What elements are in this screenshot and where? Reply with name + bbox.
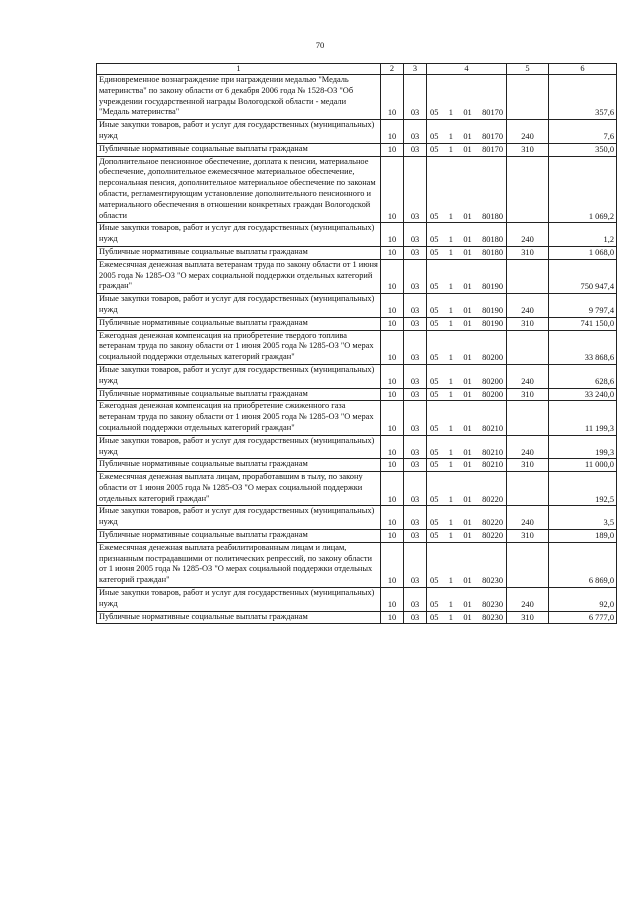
row-amount: 11 000,0: [549, 459, 617, 472]
code-subprogram: 1: [448, 599, 453, 609]
row-expense-type: 310: [507, 317, 549, 330]
code-direction: 80210: [482, 423, 503, 433]
table-row: [97, 143, 617, 156]
header-cell-2: 2: [381, 64, 404, 75]
code-main-event: 01: [463, 318, 472, 328]
row-expense-type: 240: [507, 120, 549, 144]
row-section: 10: [381, 364, 404, 388]
code-program: 05: [430, 376, 439, 386]
code-direction: 80220: [482, 518, 503, 528]
code-program: 05: [430, 494, 439, 504]
code-direction: 80200: [482, 376, 503, 386]
row-name: Единовременное вознаграждение при награждении медалью "Медаль материнства" по закону области от 6 декабря 2006 года № 1528-ОЗ "Об учреждении государственной награды Вологодской области - медали "Медаль материнства": [97, 75, 381, 120]
table-row: [97, 223, 617, 247]
table-row: [97, 156, 617, 223]
row-subsection: 03: [404, 459, 427, 472]
table-row: [97, 75, 617, 120]
row-name: Публичные нормативные социальные выплаты гражданам: [97, 143, 381, 156]
row-target-article: [427, 246, 507, 259]
row-expense-type: 310: [507, 143, 549, 156]
row-section: 10: [381, 459, 404, 472]
row-amount: 192,5: [549, 472, 617, 506]
row-name: Иные закупки товаров, работ и услуг для государственных (муниципальных) нужд: [97, 364, 381, 388]
table-row: [97, 542, 617, 587]
target-article-code: [427, 235, 506, 246]
row-amount: 357,6: [549, 75, 617, 120]
row-target-article: [427, 459, 507, 472]
target-article-code: [427, 145, 506, 156]
target-article-code: [427, 306, 506, 317]
code-subprogram: 1: [448, 612, 453, 622]
row-target-article: [427, 588, 507, 612]
row-amount: 741 150,0: [549, 317, 617, 330]
row-amount: 199,3: [549, 435, 617, 459]
row-subsection: 03: [404, 294, 427, 318]
target-article-code: [427, 518, 506, 529]
row-name: Публичные нормативные социальные выплаты гражданам: [97, 317, 381, 330]
code-direction: 80180: [482, 247, 503, 257]
target-article-code: [427, 390, 506, 401]
row-target-article: [427, 223, 507, 247]
target-article-code: [427, 353, 506, 364]
code-subprogram: 1: [448, 353, 453, 363]
row-section: 10: [381, 294, 404, 318]
row-name: Иные закупки товаров, работ и услуг для государственных (муниципальных) нужд: [97, 223, 381, 247]
code-program: 05: [430, 612, 439, 622]
row-target-article: [427, 317, 507, 330]
row-subsection: 03: [404, 259, 427, 293]
row-subsection: 03: [404, 401, 427, 435]
row-target-article: [427, 388, 507, 401]
code-subprogram: 1: [448, 531, 453, 541]
row-subsection: 03: [404, 530, 427, 543]
target-article-code: [427, 460, 506, 471]
row-subsection: 03: [404, 388, 427, 401]
code-subprogram: 1: [448, 318, 453, 328]
target-article-code: [427, 282, 506, 293]
header-cell-6: 6: [549, 64, 617, 75]
row-section: 10: [381, 143, 404, 156]
row-expense-type: 240: [507, 506, 549, 530]
target-article-code: [427, 600, 506, 611]
row-expense-type: 310: [507, 388, 549, 401]
code-subprogram: 1: [448, 235, 453, 245]
row-name: Иные закупки товаров, работ и услуг для государственных (муниципальных) нужд: [97, 506, 381, 530]
code-subprogram: 1: [448, 211, 453, 221]
row-expense-type: 310: [507, 246, 549, 259]
code-program: 05: [430, 235, 439, 245]
row-amount: 6 777,0: [549, 611, 617, 624]
row-subsection: 03: [404, 588, 427, 612]
code-main-event: 01: [463, 423, 472, 433]
code-subprogram: 1: [448, 447, 453, 457]
target-article-code: [427, 531, 506, 542]
code-main-event: 01: [463, 376, 472, 386]
row-section: 10: [381, 75, 404, 120]
row-name: Иные закупки товаров, работ и услуг для государственных (муниципальных) нужд: [97, 120, 381, 144]
code-program: 05: [430, 576, 439, 586]
row-expense-type: 240: [507, 223, 549, 247]
table-row: [97, 330, 617, 364]
row-name: Ежегодная денежная компенсация на приобретение сжиженного газа ветеранам труда по закону области от 1 июня 2005 года № 1285-ОЗ "О мерах социальной поддержки отдельных категорий граждан": [97, 401, 381, 435]
row-target-article: [427, 156, 507, 223]
code-direction: 80190: [482, 318, 503, 328]
code-program: 05: [430, 447, 439, 457]
target-article-code: [427, 377, 506, 388]
code-main-event: 01: [463, 599, 472, 609]
row-subsection: 03: [404, 611, 427, 624]
row-name: Публичные нормативные социальные выплаты гражданам: [97, 459, 381, 472]
code-main-event: 01: [463, 131, 472, 141]
table-body: [97, 75, 617, 624]
row-name: Ежемесячная денежная выплата ветеранам труда по закону области от 1 июня 2005 года № 1285-ОЗ "О мерах социальной поддержки отдельных категорий граждан": [97, 259, 381, 293]
code-program: 05: [430, 318, 439, 328]
row-amount: 92,0: [549, 588, 617, 612]
row-expense-type: 310: [507, 611, 549, 624]
row-section: 10: [381, 542, 404, 587]
code-direction: 80190: [482, 282, 503, 292]
row-expense-type: 310: [507, 530, 549, 543]
row-subsection: 03: [404, 364, 427, 388]
target-article-code: [427, 448, 506, 459]
target-article-code: [427, 319, 506, 330]
code-direction: 80220: [482, 531, 503, 541]
row-target-article: [427, 330, 507, 364]
code-main-event: 01: [463, 447, 472, 457]
row-target-article: [427, 259, 507, 293]
code-program: 05: [430, 389, 439, 399]
row-target-article: [427, 294, 507, 318]
row-subsection: 03: [404, 120, 427, 144]
page-number: 70: [315, 40, 325, 50]
row-subsection: 03: [404, 506, 427, 530]
code-subprogram: 1: [448, 376, 453, 386]
code-subprogram: 1: [448, 282, 453, 292]
code-main-event: 01: [463, 144, 472, 154]
code-program: 05: [430, 282, 439, 292]
row-target-article: [427, 506, 507, 530]
code-program: 05: [430, 518, 439, 528]
table-row: [97, 246, 617, 259]
code-main-event: 01: [463, 576, 472, 586]
row-section: 10: [381, 401, 404, 435]
row-name: Дополнительное пенсионное обеспечение, доплата к пенсии, материальное обеспечение, дополнительное ежемесячное материальное обеспечение, персональная пенсия, дополнительное материальное обеспечение по законам области, регламентирующим установление дополнительного пенсионного и материального обеспечения в отношении конкретных граждан Вологодской области: [97, 156, 381, 223]
table-row: [97, 506, 617, 530]
code-direction: 80230: [482, 599, 503, 609]
row-section: 10: [381, 506, 404, 530]
code-main-event: 01: [463, 235, 472, 245]
row-name: Ежемесячная денежная выплата реабилитированным лицам и лицам, признанным пострадавшими от политических репрессий, по закону области от 1 июня 2005 года № 1285-ОЗ "О мерах социальной поддержки отдельных категорий граждан": [97, 542, 381, 587]
table-row: [97, 259, 617, 293]
row-amount: 11 199,3: [549, 401, 617, 435]
code-main-event: 01: [463, 108, 472, 118]
code-subprogram: 1: [448, 305, 453, 315]
table-row: [97, 435, 617, 459]
code-main-event: 01: [463, 353, 472, 363]
row-section: 10: [381, 330, 404, 364]
row-amount: 3,5: [549, 506, 617, 530]
table-row: [97, 120, 617, 144]
row-amount: 628,6: [549, 364, 617, 388]
row-name: Ежегодная денежная компенсация на приобретение твердого топлива ветеранам труда по закону области от 1 июня 2005 года № 1285-ОЗ "О мерах социальной поддержки отдельных категорий граждан": [97, 330, 381, 364]
row-expense-type: 240: [507, 435, 549, 459]
row-name: Ежемесячная денежная выплата лицам, проработавшим в тылу, по закону области от 1 июня 2005 года № 1285-ОЗ "О мерах социальной поддержки отдельных категорий граждан": [97, 472, 381, 506]
row-subsection: 03: [404, 472, 427, 506]
table-row: [97, 401, 617, 435]
code-subprogram: 1: [448, 108, 453, 118]
row-name: Публичные нормативные социальные выплаты гражданам: [97, 530, 381, 543]
code-direction: 80170: [482, 144, 503, 154]
row-expense-type: [507, 259, 549, 293]
row-target-article: [427, 435, 507, 459]
code-program: 05: [430, 599, 439, 609]
code-subprogram: 1: [448, 494, 453, 504]
row-amount: 1 068,0: [549, 246, 617, 259]
row-subsection: 03: [404, 75, 427, 120]
code-program: 05: [430, 211, 439, 221]
row-expense-type: [507, 472, 549, 506]
row-amount: 33 868,6: [549, 330, 617, 364]
header-cell-4: 4: [427, 64, 507, 75]
row-section: 10: [381, 246, 404, 259]
code-subprogram: 1: [448, 144, 453, 154]
row-subsection: 03: [404, 317, 427, 330]
row-section: 10: [381, 317, 404, 330]
row-target-article: [427, 75, 507, 120]
row-target-article: [427, 611, 507, 624]
table-row: [97, 317, 617, 330]
code-subprogram: 1: [448, 460, 453, 470]
row-target-article: [427, 530, 507, 543]
code-program: 05: [430, 305, 439, 315]
code-program: 05: [430, 247, 439, 257]
row-section: 10: [381, 120, 404, 144]
row-section: 10: [381, 223, 404, 247]
row-name: Иные закупки товаров, работ и услуг для государственных (муниципальных) нужд: [97, 588, 381, 612]
row-amount: 1,2: [549, 223, 617, 247]
code-main-event: 01: [463, 211, 472, 221]
row-subsection: 03: [404, 542, 427, 587]
header-cell-3: 3: [404, 64, 427, 75]
row-subsection: 03: [404, 246, 427, 259]
row-target-article: [427, 542, 507, 587]
table-row: [97, 388, 617, 401]
code-main-event: 01: [463, 282, 472, 292]
row-name: Публичные нормативные социальные выплаты гражданам: [97, 611, 381, 624]
code-program: 05: [430, 108, 439, 118]
code-main-event: 01: [463, 460, 472, 470]
code-main-event: 01: [463, 518, 472, 528]
row-section: 10: [381, 472, 404, 506]
code-main-event: 01: [463, 389, 472, 399]
code-direction: 80200: [482, 353, 503, 363]
code-subprogram: 1: [448, 576, 453, 586]
table-row: [97, 364, 617, 388]
row-amount: 750 947,4: [549, 259, 617, 293]
table-row: [97, 294, 617, 318]
code-direction: 80210: [482, 447, 503, 457]
code-subprogram: 1: [448, 389, 453, 399]
code-direction: 80230: [482, 612, 503, 622]
row-amount: 6 869,0: [549, 542, 617, 587]
row-amount: 189,0: [549, 530, 617, 543]
row-name: Публичные нормативные социальные выплаты гражданам: [97, 246, 381, 259]
target-article-code: [427, 248, 506, 259]
code-program: 05: [430, 423, 439, 433]
header-cell-5: 5: [507, 64, 549, 75]
table-row: [97, 472, 617, 506]
code-direction: 80180: [482, 235, 503, 245]
row-subsection: 03: [404, 223, 427, 247]
row-section: 10: [381, 530, 404, 543]
code-subprogram: 1: [448, 518, 453, 528]
code-program: 05: [430, 460, 439, 470]
row-expense-type: 310: [507, 459, 549, 472]
target-article-code: [427, 424, 506, 435]
row-section: 10: [381, 588, 404, 612]
code-direction: 80200: [482, 389, 503, 399]
code-program: 05: [430, 131, 439, 141]
row-expense-type: [507, 401, 549, 435]
row-expense-type: [507, 542, 549, 587]
row-section: 10: [381, 156, 404, 223]
header-cell-1: 1: [97, 64, 381, 75]
row-subsection: 03: [404, 143, 427, 156]
table-row: [97, 611, 617, 624]
code-main-event: 01: [463, 494, 472, 504]
row-section: 10: [381, 259, 404, 293]
code-direction: 80220: [482, 494, 503, 504]
code-main-event: 01: [463, 305, 472, 315]
row-amount: 9 797,4: [549, 294, 617, 318]
table-row: [97, 459, 617, 472]
row-target-article: [427, 120, 507, 144]
target-article-code: [427, 108, 506, 119]
code-direction: 80170: [482, 131, 503, 141]
row-section: 10: [381, 388, 404, 401]
code-subprogram: 1: [448, 423, 453, 433]
table-header: [97, 64, 617, 75]
code-program: 05: [430, 531, 439, 541]
row-section: 10: [381, 611, 404, 624]
row-expense-type: 240: [507, 294, 549, 318]
target-article-code: [427, 212, 506, 223]
code-program: 05: [430, 353, 439, 363]
row-name: Публичные нормативные социальные выплаты гражданам: [97, 388, 381, 401]
table-row: [97, 530, 617, 543]
target-article-code: [427, 613, 506, 624]
row-amount: 350,0: [549, 143, 617, 156]
row-subsection: 03: [404, 330, 427, 364]
row-expense-type: [507, 330, 549, 364]
table-row: [97, 588, 617, 612]
row-expense-type: 240: [507, 588, 549, 612]
code-main-event: 01: [463, 612, 472, 622]
row-target-article: [427, 364, 507, 388]
code-subprogram: 1: [448, 131, 453, 141]
row-expense-type: 240: [507, 364, 549, 388]
row-amount: 1 069,2: [549, 156, 617, 223]
code-direction: 80180: [482, 211, 503, 221]
target-article-code: [427, 132, 506, 143]
code-main-event: 01: [463, 247, 472, 257]
code-program: 05: [430, 144, 439, 154]
row-subsection: 03: [404, 435, 427, 459]
row-target-article: [427, 472, 507, 506]
code-direction: 80170: [482, 108, 503, 118]
code-subprogram: 1: [448, 247, 453, 257]
row-section: 10: [381, 435, 404, 459]
code-direction: 80190: [482, 305, 503, 315]
row-target-article: [427, 401, 507, 435]
row-expense-type: [507, 75, 549, 120]
row-amount: 33 240,0: [549, 388, 617, 401]
row-name: Иные закупки товаров, работ и услуг для государственных (муниципальных) нужд: [97, 294, 381, 318]
row-amount: 7,6: [549, 120, 617, 144]
target-article-code: [427, 576, 506, 587]
row-expense-type: [507, 156, 549, 223]
code-main-event: 01: [463, 531, 472, 541]
target-article-code: [427, 495, 506, 506]
row-name: Иные закупки товаров, работ и услуг для государственных (муниципальных) нужд: [97, 435, 381, 459]
row-target-article: [427, 143, 507, 156]
budget-table: [96, 63, 617, 624]
code-direction: 80230: [482, 576, 503, 586]
code-direction: 80210: [482, 460, 503, 470]
row-subsection: 03: [404, 156, 427, 223]
